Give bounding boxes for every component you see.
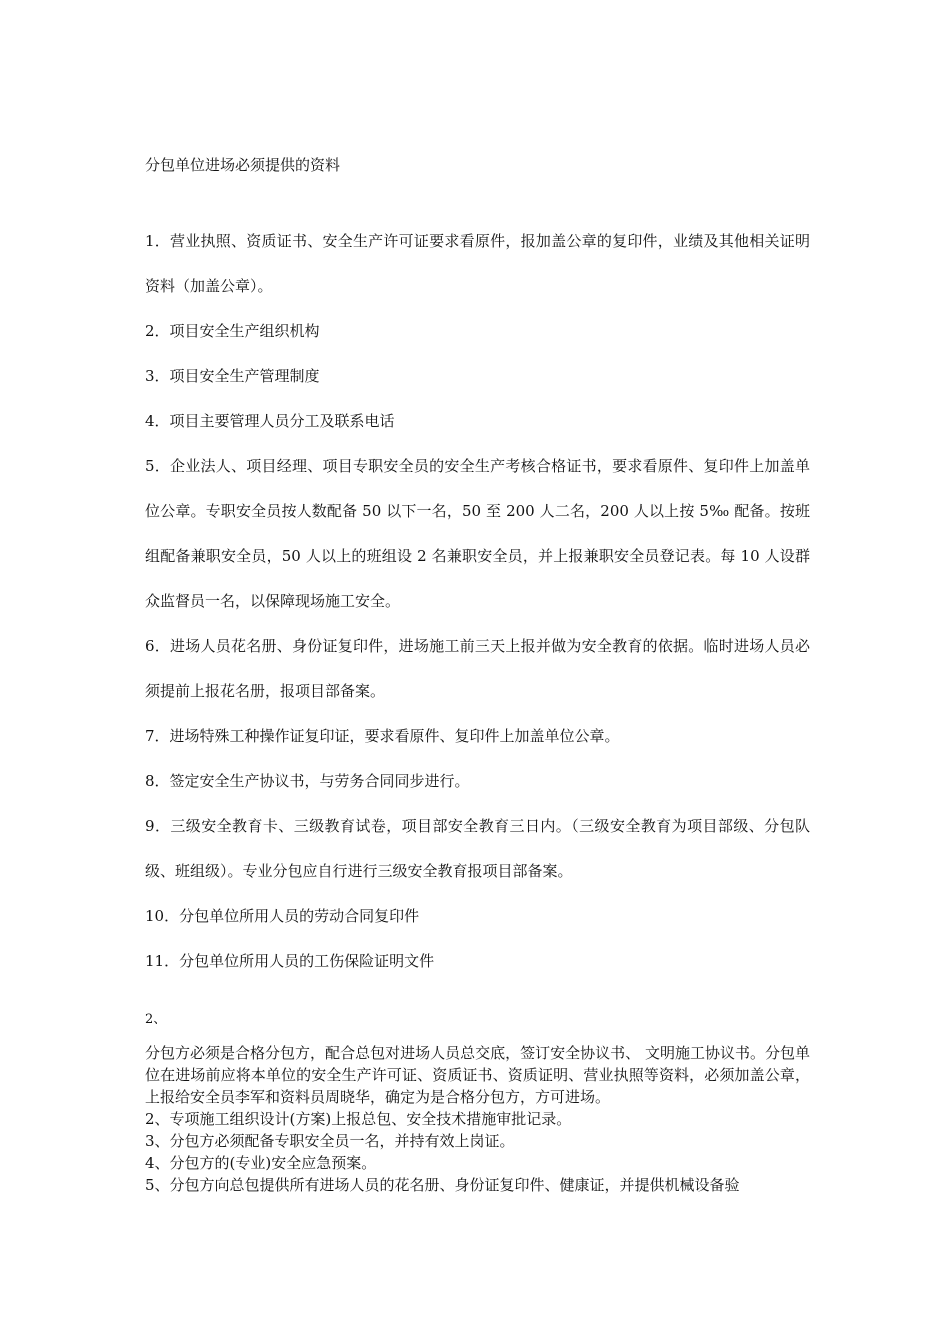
list-item: 5．企业法人、项目经理、项目专职安全员的安全生产考核合格证书，要求看原件、复印件上加盖单位公章。专职安全员按人数配备 50 以下一名，50 至 200 人二名，200 人以上按 5‰ 配备。按班组配备兼职安全员，50 人以上的班组设 2 名兼职安全员，并上报兼职安全员登记表。每 10 人设群众监督员一名，以保障现场施工安全。 [145,457,810,610]
document-title: 分包单位进场必须提供的资料 [145,156,341,174]
list-item: 2．项目安全生产组织机构 [145,322,320,340]
list-item: 11．分包单位所用人员的工伤保险证明文件 [145,952,435,970]
paragraph: 3、分包方必须配备专职安全员一名，并持有效上岗证。 [145,1132,515,1150]
list-item: 4．项目主要管理人员分工及联系电话 [145,412,395,430]
paragraph: 2、专项施工组织设计(方案)上报总包、安全技术措施审批记录。 [145,1110,572,1128]
list-item: 8．签定安全生产协议书，与劳务合同同步进行。 [145,772,470,790]
paragraph: 5、分包方向总包提供所有进场人员的花名册、身份证复印件、健康证，并提供机械设备验 [145,1176,740,1194]
list-item: 6．进场人员花名册、身份证复印件，进场施工前三天上报并做为安全教育的依据。临时进场人员必须提前上报花名册，报项目部备案。 [145,637,810,700]
list-item: 3．项目安全生产管理制度 [145,367,320,385]
paragraph: 分包方必须是合格分包方，配合总包对进场人员总交底，签订安全协议书、 文明施工协议书。分包单位在进场前应将本单位的安全生产许可证、资质证书、资质证明、营业执照等资料，必须加盖公章，上报给安全员李军和资料员周晓华，确定为是合格分包方，方可进场。 [145,1044,810,1106]
requirements-list [145,219,810,984]
section-2-body [145,1042,810,1196]
list-item: 9．三级安全教育卡、三级教育试卷，项目部安全教育三日内。（三级安全教育为项目部级、分包队级、班组级）。专业分包应自行进行三级安全教育报项目部备案。 [145,817,810,880]
list-item: 7．进场特殊工种操作证复印证，要求看原件、复印件上加盖单位公章。 [145,727,620,745]
paragraph: 4、分包方的(专业)安全应急预案。 [145,1154,377,1172]
list-item: 1．营业执照、资质证书、安全生产许可证要求看原件，报加盖公章的复印件，业绩及其他相关证明资料（加盖公章）。 [145,232,810,295]
list-item: 10．分包单位所用人员的劳动合同复印件 [145,907,420,925]
section-number: 2、 [145,1012,167,1027]
